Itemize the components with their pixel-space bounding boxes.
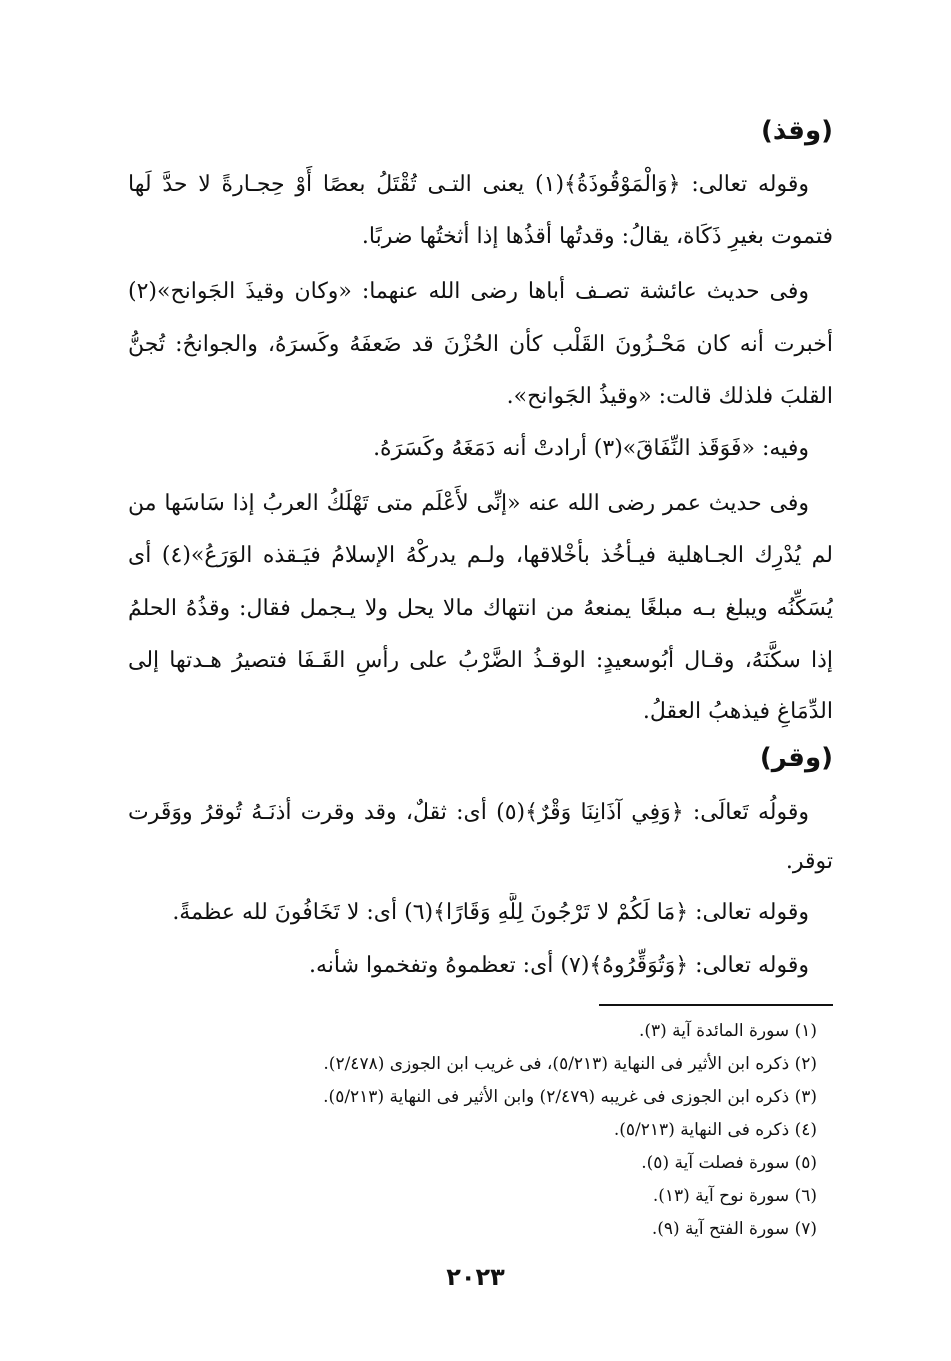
footnote: (٦) سورة نوح آية (١٣). xyxy=(652,1186,817,1206)
text-line: إذا سكَّنَهُ، وقـال أبُوسعيدٍ: الوقـذُ الضَّرْبُ على رأسِ القَـفَا فتصيرُ هـدتها إلى xyxy=(128,648,833,673)
text-line: وفى حديث عائشة تصـف أباها رضى الله عنهما: «وكان وقيذَ الجَوانح»(٢) xyxy=(128,279,809,304)
footnote: (٤) ذكره فى النهاية (٥/٢١٣). xyxy=(613,1120,817,1140)
text-line: وفى حديث عمر رضى الله عنه «إنِّى لأَعْلَم متى تَهْلَكُ العربُ إذا سَاسَها من xyxy=(128,491,809,516)
footnote: (٧) سورة الفتح آية (٩). xyxy=(651,1219,817,1239)
footnote: (١) سورة المائدة آية (٣). xyxy=(638,1021,817,1041)
text-line: الدِّمَاغِ فيذهبُ العقلُ. xyxy=(642,699,833,724)
text-line: يُسَكِّنُه ويبلغ بـه مبلغًا يمنعهُ من انتهاك مالا يحل ولا يـجمل فقال: وقذُهُ الحلمُ xyxy=(128,596,833,621)
text-line: توقر. xyxy=(785,849,833,874)
text-line: لم يُدْرِك الجـاهلية فيـأخُذ بأخْلاقها، ولـم يدركْهُ الإسلامُ فيَـقذه الوَرَعُ»(٤) أى xyxy=(128,543,833,568)
text-line: القلبَ فلذلك قالت: «وقيذُ الجَوانح». xyxy=(506,384,833,409)
text-line: وقوله تعالى: ﴿مَا لَكُمْ لا تَرْجُونَ لِلَّهِ وَقَارًا﴾(٦) أى: لا تَخَافُونَ لله عظمةً. xyxy=(172,900,809,925)
text-line: وقوله تعالى: ﴿وَتُوَقِّرُوهُ﴾(٧) أى: تعظموهُ وتفخموا شأنه. xyxy=(308,953,809,978)
text-line: فتموت بغيرِ ذَكَاة، يقالُ: وقدتُها أقذُها إذا أثختُها ضربًا. xyxy=(361,224,833,249)
text-line: وقولُه تَعالَى: ﴿وَفِي آذَانِنَا وَقْرٌ﴾(٥) أى: ثقلٌ، وقد وقرت أذنَـهُ تُوقرُ ووَقَرت xyxy=(128,800,809,825)
text-line: وقوله تعالى: ﴿وَالْمَوْقُوذَةُ﴾(١) يعنى التـى تُقْتَلُ بعصًا أَوْ حِجـارةً لا حدَّ لَها xyxy=(128,172,809,197)
text-line: أخبرت أنه كان مَحْـزُونَ القَلْب كأن الحُزْنَ قد ضَعفَهُ وكَسرَهُ، والجوانحُ: تُجنُّ xyxy=(128,332,833,357)
footnote: (٥) سورة فصلت آية (٥). xyxy=(641,1153,817,1173)
entry-heading-waqadh: (وقذ) xyxy=(761,116,833,146)
footnote: (٣) ذكره ابن الجوزى فى غريبه (٢/٤٧٩) وابن الأثير فى النهاية (٥/٢١٣). xyxy=(323,1087,817,1107)
entry-heading-waqr: (وقر) xyxy=(759,743,833,773)
footnote-separator xyxy=(599,1004,833,1006)
page-number: ٢٠٢٣ xyxy=(446,1263,505,1291)
footnote: (٢) ذكره ابن الأثير فى النهاية (٥/٢١٣)، فى غريب ابن الجوزى (٢/٤٧٨). xyxy=(323,1054,817,1074)
text-line: وفيه: «فَوَقَذ النِّفَاقَ»(٣) أرادتْ أنه دَمَغَهُ وكَسَرَهُ. xyxy=(373,436,809,461)
